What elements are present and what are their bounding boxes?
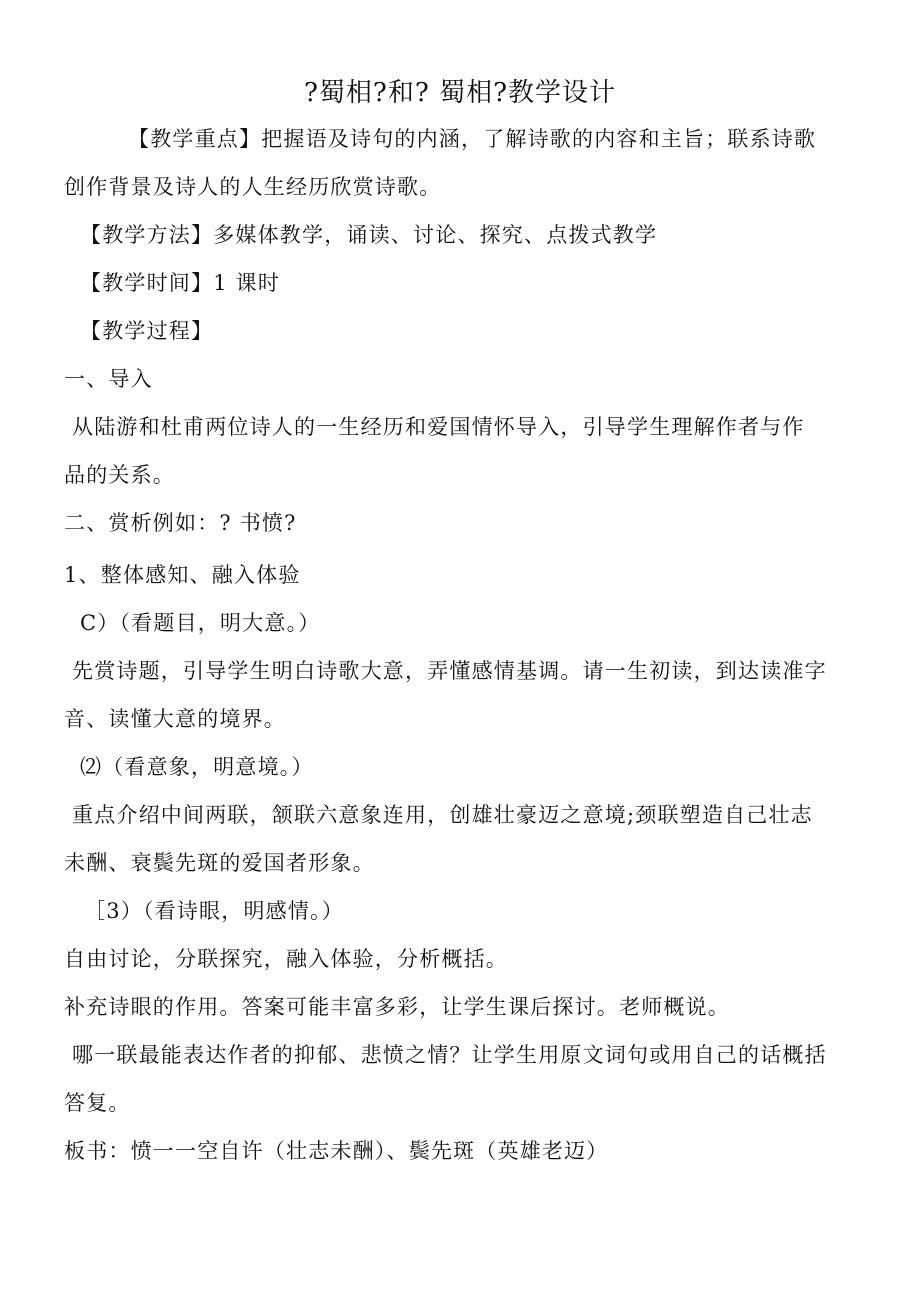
text-line-process: 【教学过程】 — [80, 319, 214, 343]
step-heading-imagery: ⑵（看意象，明意境。） — [80, 755, 314, 779]
text-line-methods: 【教学方法】多媒体教学，诵读、讨论、探究、点拨式教学 — [80, 223, 658, 247]
text-line-time: 【教学时间】1 课时 — [80, 271, 281, 295]
step-heading-poem-eye: ［3）（看诗眼，明感情。） — [84, 899, 344, 923]
section-heading-analysis: 二、赏析例如：? 书愤? — [64, 511, 297, 535]
section-heading-intro: 一、导入 — [64, 367, 153, 391]
document-title: ?蜀相?和? 蜀相?教学设计 — [303, 78, 617, 108]
text-line-imagery-cont: 未酬、衰鬓先斑的爱国者形象。 — [64, 851, 375, 875]
text-line-key-points-cont: 创作背景及诗人的人生经历欣赏诗歌。 — [64, 175, 442, 199]
text-line-question: 哪一联最能表达作者的抑郁、悲愤之情？让学生用原文词句或用自己的话概括 — [72, 1043, 827, 1067]
text-line-question-cont: 答复。 — [64, 1091, 131, 1115]
text-line-title-reading: 先赏诗题，引导学生明白诗歌大意，弄懂感情基调。请一生初读，到达读准字 — [72, 659, 827, 683]
text-line-blackboard: 板书：愤一一空自许（壮志未酬）、鬓先斑（英雄老迈） — [64, 1139, 609, 1163]
text-line-intro: 从陆游和杜甫两位诗人的一生经历和爱国情怀导入，引导学生理解作者与作 — [72, 415, 805, 439]
text-line-title-reading-cont: 音、读懂大意的境界。 — [64, 707, 286, 731]
text-line-key-points: 【教学重点】把握语及诗句的内涵，了解诗歌的内容和主旨；联系诗歌 — [128, 127, 817, 151]
subsection-heading-overall: 1、整体感知、融入体验 — [64, 563, 301, 587]
text-line-discussion: 自由讨论，分联探究，融入体验，分析概括。 — [64, 947, 508, 971]
text-line-supplement: 补充诗眼的作用。答案可能丰富多彩，让学生课后探讨。老师概说。 — [64, 995, 730, 1019]
text-line-imagery: 重点介绍中间两联，颔联六意象连用，创雄壮豪迈之意境;颈联塑造自己壮志 — [72, 803, 813, 827]
step-heading-title: C）（看题目，明大意。） — [80, 611, 321, 635]
text-line-intro-cont: 品的关系。 — [64, 463, 175, 487]
